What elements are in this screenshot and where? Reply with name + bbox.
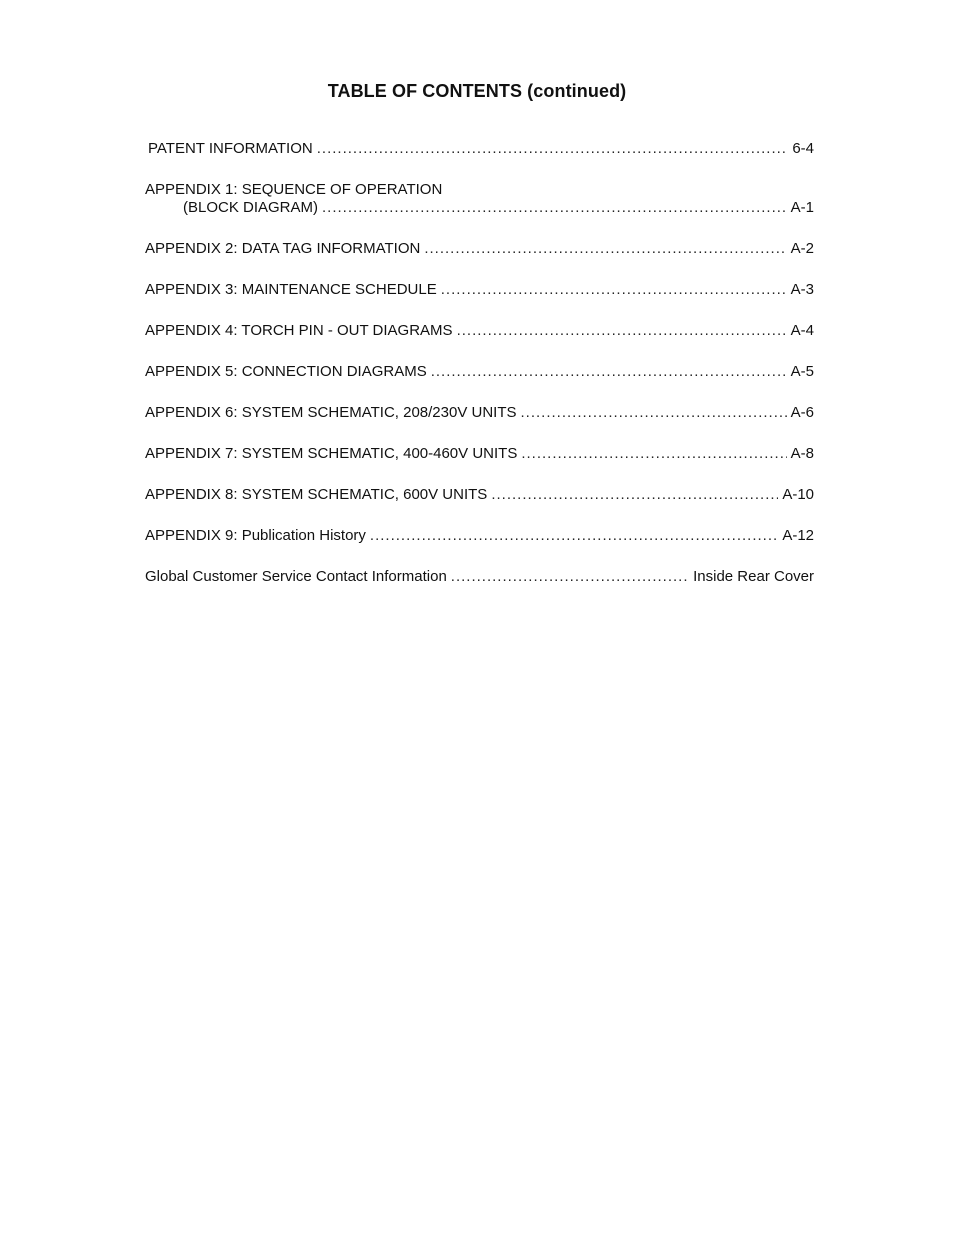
toc-entry-page: A-10 bbox=[782, 486, 814, 503]
toc-entry-label: APPENDIX 9: Publication History bbox=[145, 527, 366, 544]
toc-entry-label: APPENDIX 7: SYSTEM SCHEMATIC, 400-460V UNITS bbox=[145, 445, 518, 462]
dot-leader bbox=[424, 240, 786, 258]
toc-entry-label: APPENDIX 5: CONNECTION DIAGRAMS bbox=[145, 363, 427, 380]
toc-entry-appendix-7[interactable] bbox=[145, 445, 814, 463]
toc-entry-appendix-3[interactable] bbox=[145, 281, 814, 299]
toc-entry-label: APPENDIX 4: TORCH PIN - OUT DIAGRAMS bbox=[145, 322, 453, 339]
toc-entry-patent-information[interactable] bbox=[145, 140, 814, 158]
toc-entry-appendix-4[interactable] bbox=[145, 322, 814, 340]
dot-leader bbox=[431, 363, 787, 381]
toc-entry-label: (BLOCK DIAGRAM) bbox=[183, 199, 319, 216]
dot-leader bbox=[521, 404, 787, 422]
toc-entry-label: PATENT INFORMATION bbox=[148, 140, 313, 157]
dot-leader bbox=[457, 322, 787, 340]
dot-leader bbox=[491, 486, 778, 504]
toc-entry-appendix-8[interactable] bbox=[145, 486, 814, 504]
toc-entry-page: A-3 bbox=[790, 281, 814, 298]
toc-entry-page: A-6 bbox=[790, 404, 814, 421]
dot-leader bbox=[370, 527, 778, 545]
toc-entry-page: Inside Rear Cover bbox=[693, 568, 814, 585]
dot-leader bbox=[521, 445, 786, 463]
dot-leader bbox=[451, 568, 689, 586]
toc-entry-appendix-9[interactable] bbox=[145, 527, 814, 545]
toc-entry-label: APPENDIX 6: SYSTEM SCHEMATIC, 208/230V UNITS bbox=[145, 404, 517, 421]
dot-leader bbox=[441, 281, 787, 299]
toc-entry-appendix-2[interactable] bbox=[145, 240, 814, 258]
toc-entry-label: APPENDIX 3: MAINTENANCE SCHEDULE bbox=[145, 281, 437, 298]
table-of-contents bbox=[145, 140, 814, 609]
toc-entry-page: A-8 bbox=[790, 445, 814, 462]
toc-entry-label: APPENDIX 2: DATA TAG INFORMATION bbox=[145, 240, 421, 257]
toc-entry-page: A-12 bbox=[782, 527, 814, 544]
toc-entry-page: A-2 bbox=[790, 240, 814, 257]
toc-entry-appendix-5[interactable] bbox=[145, 363, 814, 381]
toc-entry-page: A-1 bbox=[790, 199, 814, 216]
toc-entry-appendix-1[interactable] bbox=[145, 181, 814, 217]
toc-entry-page: A-4 bbox=[790, 322, 814, 339]
toc-entry-label: Global Customer Service Contact Information bbox=[145, 568, 447, 585]
toc-entry-appendix-6[interactable] bbox=[145, 404, 814, 422]
dot-leader bbox=[322, 199, 787, 217]
toc-entry-global-customer-service[interactable] bbox=[145, 568, 814, 586]
dot-leader bbox=[317, 140, 789, 158]
toc-entry-label-line1: APPENDIX 1: SEQUENCE OF OPERATION bbox=[145, 181, 443, 198]
page-title: TABLE OF CONTENTS (continued) bbox=[327, 81, 627, 101]
toc-entry-page: 6-4 bbox=[792, 140, 814, 157]
toc-entry-label: APPENDIX 8: SYSTEM SCHEMATIC, 600V UNITS bbox=[145, 486, 488, 503]
toc-entry-page: A-5 bbox=[790, 363, 814, 380]
